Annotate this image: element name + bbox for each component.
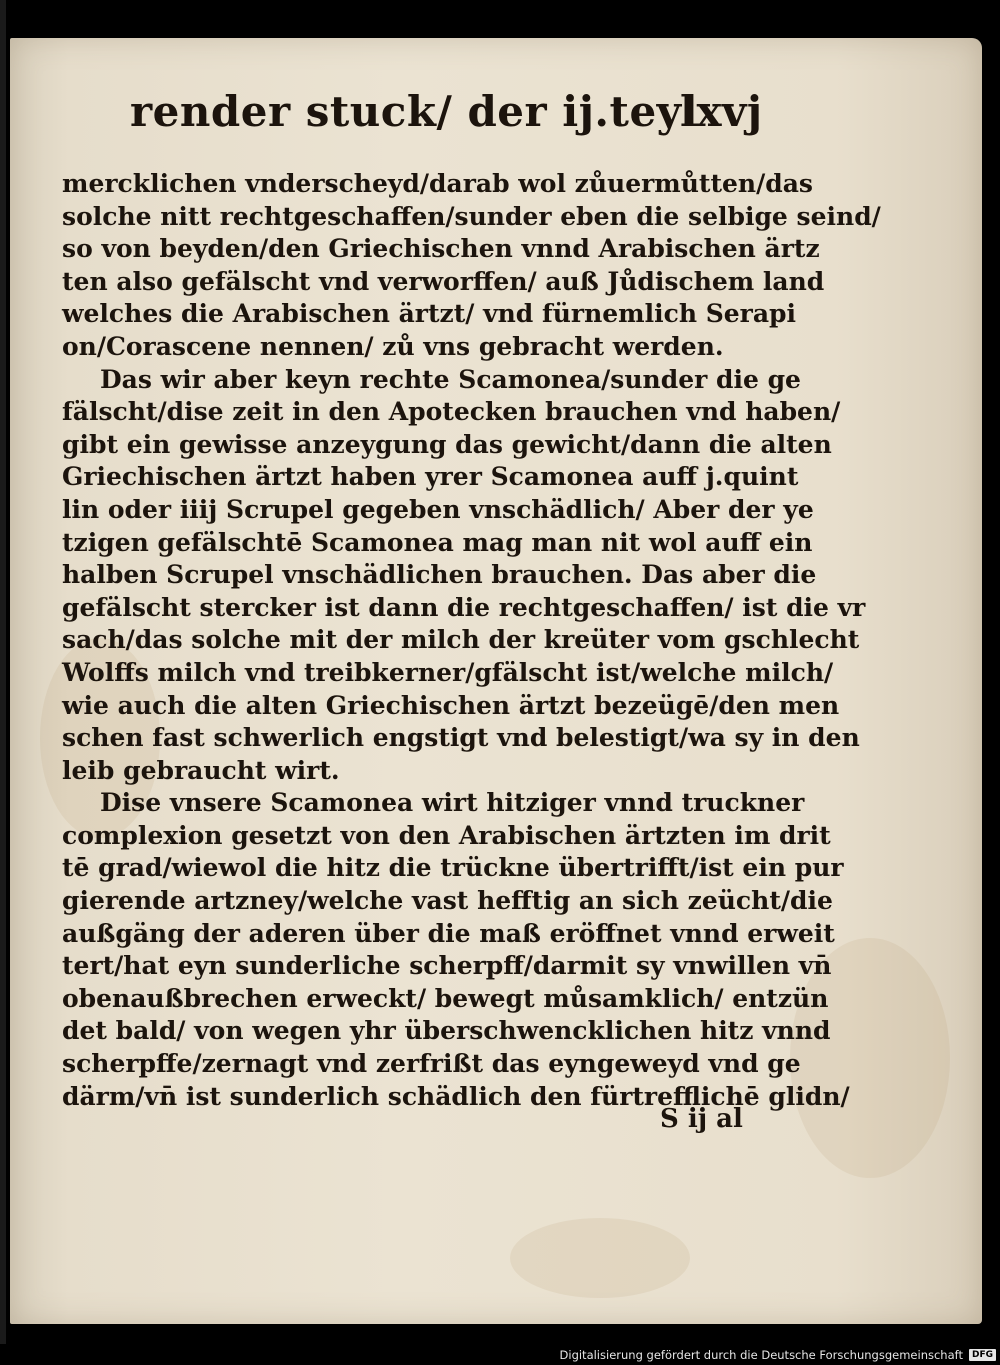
text-line: welches die Arabischen ärtzt/ vnd fürnemlich Serapi (62, 299, 797, 329)
text-line: so von beyden/den Griechischen vnnd Arabischen ärtz (62, 234, 820, 264)
text-line: mercklichen vnderscheyd/darab wol zůuermůtten/das (62, 169, 813, 198)
text-line: außgäng der aderen über die maß eröffnet vnnd erweit (62, 918, 835, 948)
paper-stain (510, 1218, 690, 1298)
text-line: tert/hat eyn sunderliche scherpff/darmit sy vnwillen vn̄ (62, 951, 832, 981)
text-line: det bald/ von wegen yhr überschwencklichen hitz vnnd (62, 1016, 831, 1046)
signature-catchword: S ij al (660, 1104, 743, 1134)
text-line: scherpffe/zernagt vnd zerfrißt das eyngeweyd vnd ge (62, 1049, 801, 1079)
paragraph-start-line: Dise vnsere Scamonea wirt hitziger vnnd truckner (100, 788, 805, 818)
text-line: halben Scrupel vnschädlichen brauchen. Das aber die (62, 560, 817, 590)
running-head (130, 75, 780, 155)
text-line: wie auch die alten Griechischen ärtzt bezeügē/den men (62, 690, 840, 720)
text-line: därm/vn̄ ist sunderlich schädlich den fürtrefflichē glidn/ (62, 1081, 850, 1111)
text-line: gierende artzney/welche vast hefftig an sich zeücht/die (62, 886, 833, 916)
text-line: leib gebraucht wirt. (62, 755, 340, 785)
text-line: tē grad/wiewol die hitz die trückne übertrifft/ist ein pur (62, 853, 844, 883)
paragraph-start-line: Das wir aber keyn rechte Scamonea/sunder die ge (100, 364, 801, 394)
text-line: tzigen gefälschtē Scamonea mag man nit wol auff ein (62, 527, 813, 557)
viewer-edge (0, 0, 6, 1344)
body-text (62, 168, 881, 1113)
folio-number: lxvj (680, 87, 763, 136)
funding-footer (559, 1344, 1000, 1365)
text-line: schen fast schwerlich engstigt vnd belestigt/wa sy in den (62, 723, 860, 753)
running-head-title: render stuck/ der ij.teyl (130, 87, 699, 136)
text-line: Griechischen ärtzt haben yrer Scamonea auff j.quint (62, 462, 799, 492)
funding-credit: Digitalisierung gefördert durch die Deutsche Forschungsgemeinschaft (559, 1347, 963, 1362)
text-line: obenaußbrechen erweckt/ bewegt můsamklich/ entzün (62, 983, 829, 1013)
text-line: gibt ein gewisse anzeygung das gewicht/dann die alten (62, 429, 832, 459)
text-line: fälscht/dise zeit in den Apotecken brauchen vnd haben/ (62, 397, 841, 427)
text-line: ten also gefälscht vnd verworffen/ auß Jůdischem land (62, 266, 825, 296)
text-line: on/Corascene nennen/ zů vns gebracht werden. (62, 331, 724, 361)
text-line: complexion gesetzt von den Arabischen ärtzten im drit (62, 820, 831, 850)
dfg-logo: DFG (969, 1349, 996, 1361)
text-line: sach/das solche mit der milch der kreüter vom gschlecht (62, 625, 860, 655)
text-line: solche nitt rechtgeschaffen/sunder eben die selbige seind/ (62, 201, 881, 231)
text-line: lin oder iiij Scrupel gegeben vnschädlich/ Aber der ye (62, 494, 814, 524)
text-line: gefälscht stercker ist dann die rechtgeschaffen/ ist die vr (62, 592, 866, 622)
text-line: Wolffs milch vnd treibkerner/gfälscht ist/welche milch/ (62, 657, 834, 687)
